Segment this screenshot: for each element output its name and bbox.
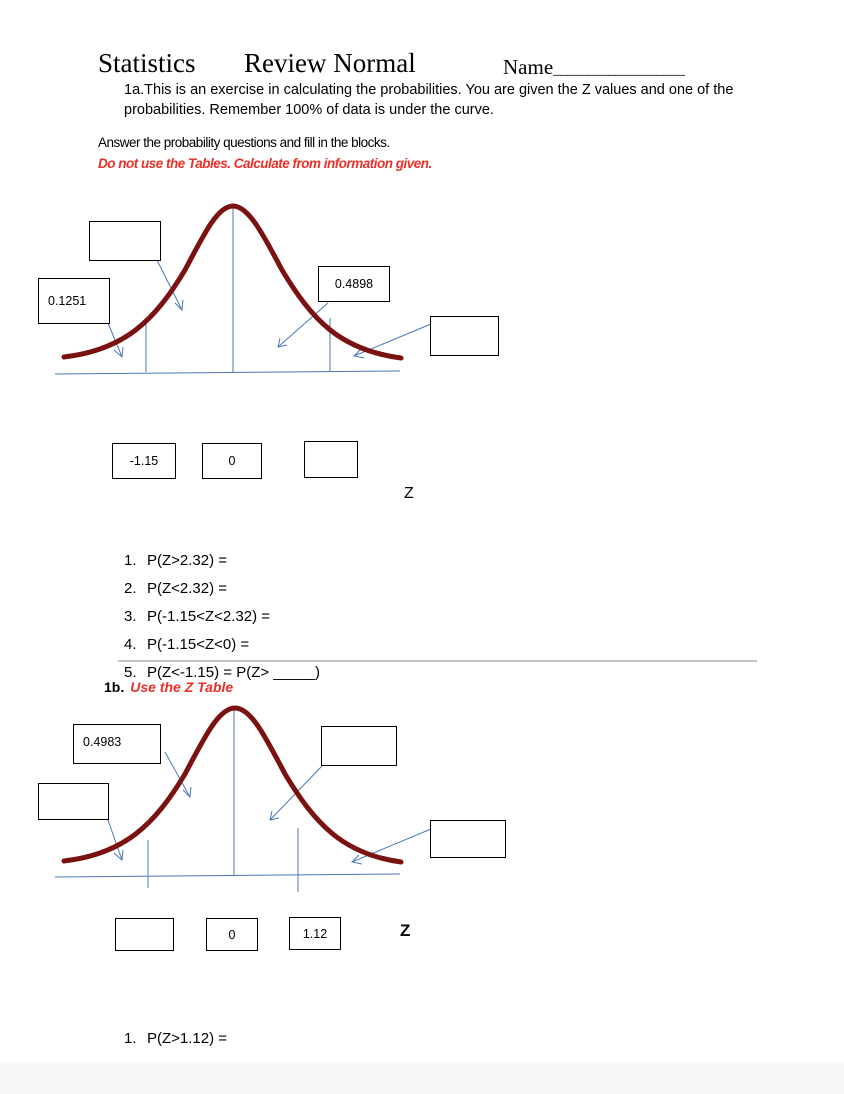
z-axis-label-a: Z	[404, 485, 414, 502]
prob-box-upper-left-b[interactable]: 0.4983	[73, 724, 161, 764]
question-a-2: 2. P(Z<2.32) =	[124, 580, 228, 597]
instruction-warning: Do not use the Tables. Calculate from information given.	[98, 156, 432, 171]
question-b-1: 1. P(Z>1.12) =	[124, 1030, 228, 1047]
z-axis-label-b: Z	[400, 921, 411, 940]
part-b-heading: 1b. Use the Z Table	[104, 679, 234, 695]
prob-box-right-middle-b[interactable]	[321, 726, 397, 766]
page-bottom-strip	[0, 1062, 844, 1094]
arrows-b	[108, 752, 431, 864]
axis-line-b	[55, 874, 400, 877]
prob-box-right-tail-a[interactable]	[430, 316, 499, 356]
intro-text: 1a.This is an exercise in calculating the probabilities. You are given the Z values and one of the probabilities. Remember 100% of data is under the curve.	[124, 82, 734, 118]
question-a-5: 5. P(Z<-1.15) = P(Z> _____)	[124, 664, 320, 681]
z-box-left-b[interactable]	[115, 918, 174, 951]
z-box-left-a[interactable]: -1.15	[112, 443, 176, 479]
prob-box-right-middle-a[interactable]: 0.4898	[318, 266, 390, 302]
name-label: Name	[503, 55, 554, 79]
instruction-line: Answer the probability questions and fill in the blocks.	[98, 135, 390, 150]
prob-box-left-tail-b[interactable]	[38, 783, 109, 820]
z-box-center-a[interactable]: 0	[202, 443, 262, 479]
subject-title: Statistics	[98, 48, 196, 78]
name-blank[interactable]: ___________________	[553, 62, 685, 78]
question-a-3: 3. P(-1.15<Z<2.32) =	[124, 608, 270, 625]
axis-line-a	[55, 371, 400, 374]
question-a-4: 4. P(-1.15<Z<0) =	[124, 636, 250, 653]
z-box-right-b[interactable]: 1.12	[289, 917, 341, 950]
z-box-center-b[interactable]: 0	[206, 918, 258, 951]
topic-title: Review Normal	[244, 48, 416, 78]
prob-box-upper-left-a[interactable]	[89, 221, 161, 261]
prob-box-left-tail-a[interactable]: 0.1251	[38, 278, 110, 324]
prob-box-right-tail-b[interactable]	[430, 820, 506, 858]
z-box-right-a[interactable]	[304, 441, 358, 478]
question-a-1: 1. P(Z>2.32) =	[124, 552, 228, 569]
